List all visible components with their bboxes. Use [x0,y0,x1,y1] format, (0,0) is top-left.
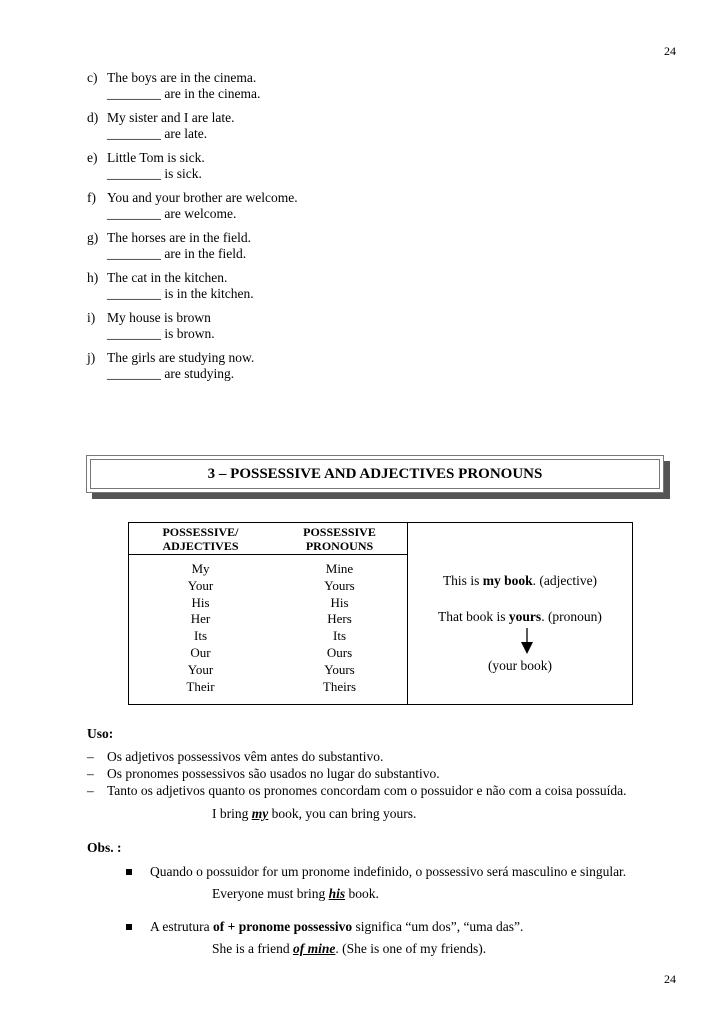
exercise-letter: g) [87,230,99,245]
exercise-answer: ________ are in the field. [107,246,247,261]
uso-item-text: Os pronomes possessivos são usados no lugar do substantivo. [107,766,440,781]
exercise-answer: ________ are studying. [107,366,235,381]
exercise-item [87,270,647,302]
bullet-text: A estrutura [150,919,213,934]
exercise-sentence: The horses are in the field. [107,230,251,245]
exercise-item [87,310,647,342]
list-item [87,748,707,765]
pronoun-item: Yours [324,661,355,677]
exercise-answer: ________ are welcome. [107,206,237,221]
bullet-bold: of + pronome possessivo [213,919,353,934]
exercise-answer: ________ is in the kitchen. [107,286,254,301]
uso-item-text: Tanto os adjetivos quanto os pronomes concordam com o possuidor e não com a coisa possuída. [107,783,627,798]
obs-example [212,941,486,957]
exercise-sentence: My sister and I are late. [107,110,235,125]
adjective-item: Their [186,678,215,694]
obs-bullet [126,919,523,935]
uso-label: Uso: [87,726,114,741]
pronouns-header-line1: POSSESSIVE [303,525,376,539]
bullet-square-icon [126,869,132,875]
examples-column [407,523,632,704]
exercise-list [87,70,647,390]
exercise-sentence: You and your brother are welcome. [107,190,298,205]
obs-example [212,886,379,902]
adjective-item: Your [187,661,214,677]
example-your-book: (your book) [487,658,553,673]
adjective-item: Your [187,577,214,593]
example-pronoun [408,609,632,625]
page-number-bottom: 24 [664,972,676,986]
example-emphasis: of mine [292,941,336,956]
exercise-letter: f) [87,190,96,205]
obs-bullet [126,864,626,880]
pronouns-header-line2: PRONOUNS [305,539,374,553]
exercise-letter: d) [87,110,99,125]
pronoun-item: His [330,594,349,610]
adjectives-values [129,555,272,695]
exercise-sentence: Little Tom is sick. [107,150,205,165]
pronoun-item: Mine [325,561,354,576]
obs-label: Obs. : [87,840,122,855]
exercise-sentence: The boys are in the cinema. [107,70,257,85]
example-text: Everyone must bring [212,886,329,901]
adjective-item: Our [190,644,211,660]
example-text: This is [442,573,483,588]
obs-bullet-text [150,919,523,935]
bullet-square-icon [126,924,132,930]
exercise-letter: h) [87,270,99,285]
pronoun-item: Ours [326,644,353,660]
exercise-sentence: The cat in the kitchen. [107,270,228,285]
example-emphasis: my [251,806,269,821]
example-text: . (pronoun) [541,609,602,624]
exercise-sentence: My house is brown [107,310,211,325]
pronoun-item: Its [333,628,346,644]
section-title-box [86,455,664,493]
exercise-answer: ________ is brown. [107,326,215,341]
adjectives-column [129,523,272,704]
exercise-letter: e) [87,150,98,165]
adjective-item: Its [194,628,207,644]
adjective-item: Her [190,611,211,627]
example-text: I bring [212,806,252,821]
pronouns-column [272,523,407,704]
adjectives-header-line2: ADJECTIVES [162,539,239,553]
pronouns-header [272,523,407,555]
example-text: book. [345,886,379,901]
exercise-item [87,110,647,142]
example-emphasis: his [328,886,346,901]
arrow-down-icon [521,628,533,654]
uso-item-text: Os adjetivos possessivos vêm antes do substantivo. [107,749,384,764]
pronouns-values [272,555,407,695]
exercise-item [87,350,647,382]
dash: – [87,766,94,781]
exercise-letter: j) [87,350,96,365]
exercise-answer: ________ are late. [107,126,208,141]
exercise-letter: c) [87,70,98,85]
exercise-answer: ________ are in the cinema. [107,86,261,101]
example-text: She is a friend [212,941,293,956]
exercise-answer: ________ is sick. [107,166,202,181]
exercise-item [87,230,647,262]
example-bold: my book [482,573,533,588]
pronoun-item: Theirs [322,678,357,694]
exercise-item [87,70,647,102]
exercise-sentence: The girls are studying now. [107,350,255,365]
adjectives-header-line1: POSSESSIVE/ [162,525,239,539]
uso-list [87,748,707,799]
pronoun-item: Hers [327,611,352,627]
dash: – [87,783,94,798]
uso-example [212,806,416,822]
exercise-letter: i) [87,310,96,325]
example-text: . (adjective) [532,573,598,588]
adjectives-header [129,523,272,555]
example-adjective [408,573,632,589]
example-bold: yours [508,609,542,624]
exercise-item [87,190,647,222]
adjective-item: His [191,594,210,610]
example-text: . (She is one of my friends). [335,941,487,956]
pronoun-table [128,522,633,705]
example-text: book, you can bring yours. [268,806,417,821]
adjective-item: My [191,561,210,576]
obs-bullet-text: Quando o possuidor for um pronome indefinido, o possessivo será masculino e singular. [150,864,627,879]
exercise-item [87,150,647,182]
list-item [87,782,707,799]
pronoun-item: Yours [324,577,355,593]
page-number-top: 24 [664,44,676,58]
section-title: 3 – POSSESSIVE AND ADJECTIVES PRONOUNS [90,459,660,489]
example-text: That book is [438,609,509,624]
dash: – [87,749,94,764]
list-item [87,765,707,782]
bullet-text: significa “um dos”, “uma das”. [352,919,524,934]
